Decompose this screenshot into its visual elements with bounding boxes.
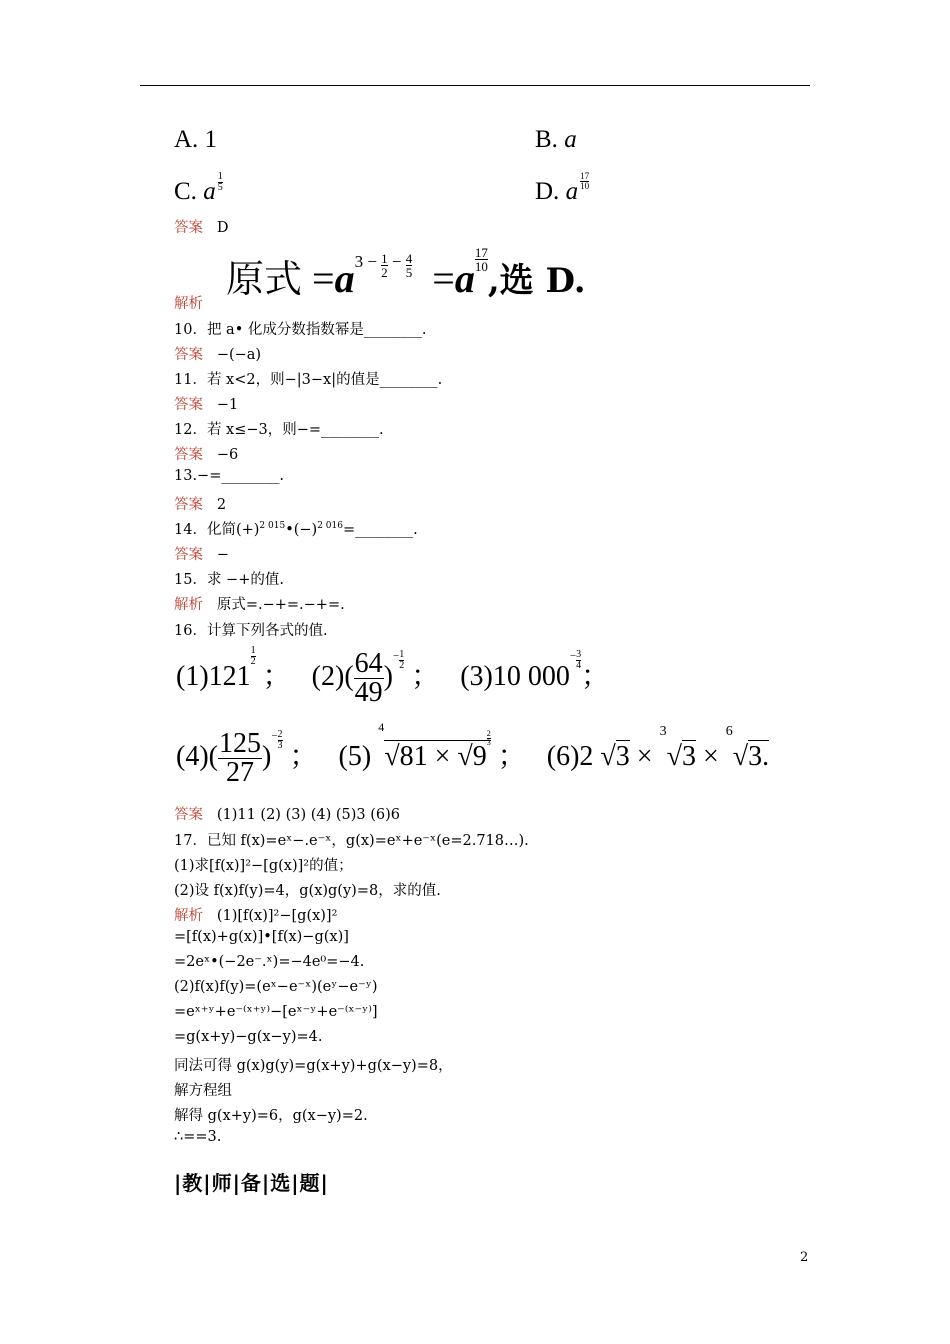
option-c: C. a $\frac{1}{5}$	[174, 171, 223, 205]
question-17-part1: (1)求[f(x)]²−[g(x)]²的值；	[174, 858, 353, 874]
section-header: |教|师|备|选|题|	[174, 1171, 329, 1195]
question-17: 17．已知 f(x)=eˣ−.e⁻ˣ，g(x)=eˣ+e⁻ˣ(e=2.718…).	[174, 833, 529, 849]
answer-13: 答案 2	[174, 497, 227, 513]
analysis-17-step4: (2)f(x)f(y)=(eˣ−e⁻ˣ)(eʸ−e⁻ʸ)	[174, 979, 378, 995]
question-15: 15．求 −+的值.	[174, 572, 284, 588]
question-12: 12．若 x≤−3，则−=________.	[174, 422, 384, 438]
option-d: D. a $\frac{17}{10}$	[535, 171, 590, 205]
answer-16: 答案 (1)11 (2) (3) (4) (5)3 (6)6	[174, 807, 401, 823]
q9-formula: 原式 $=a^{3 - \frac{1}{2} - \frac{4}{5}}$ =a $\frac{17}{10}$ ,选 D.	[226, 245, 586, 301]
answer-12: 答案 −6	[174, 447, 239, 463]
question-10: 10．把 a• 化成分数指数幂是________.	[174, 322, 427, 338]
q9-analysis-label: 解析	[174, 296, 203, 312]
header-rule	[140, 85, 810, 86]
question-14: 14．化简$(+)^{2 015}•(-)^{2 016}=\_\_\_\_\_\_\_\_$.	[174, 521, 418, 538]
analysis-17-step10: ∴==3.	[174, 1129, 222, 1145]
analysis-17-step1: 解析 (1)[f(x)]²−[g(x)]²	[174, 908, 338, 924]
analysis-17-step9: 解得 g(x+y)=6，g(x−y)=2.	[174, 1108, 368, 1124]
question-16: 16．计算下列各式的值.	[174, 623, 328, 639]
analysis-17-step6: =g(x+y)−g(x−y)=4.	[174, 1029, 323, 1045]
question-17-part2: (2)设 f(x)f(y)=4，g(x)g(y)=8，求的值.	[174, 883, 441, 899]
option-b: B. a	[535, 126, 577, 153]
q9-answer: 答案 D	[174, 220, 229, 236]
analysis-17-step5: =eˣ⁺ʸ+e⁻⁽ˣ⁺ʸ⁾−[eˣ⁻ʸ+e⁻⁽ˣ⁻ʸ⁾]	[174, 1004, 378, 1020]
analysis-17-step3: =2eˣ•(−2e⁻.ˣ)=−4e⁰=−4.	[174, 954, 365, 970]
q16-row-2: (4)( $\frac{125}{27}$ )− $\frac{2}{3}$ ； (5) $^4$√81 × √9 $\frac{2}{3}$ ； (6)2 √3 × $^3$√3 × $^6$√3.	[176, 720, 770, 788]
analysis-15: 解析 原式=.−+=.−+=.	[174, 597, 345, 613]
analysis-17-step7: 同法可得 g(x)g(y)=g(x+y)+g(x−y)=8，	[174, 1058, 453, 1074]
q16-row-1: (1)121 $\frac{1}{2}$ ； (2)( $\frac{64}{49}$ )− $\frac{1}{2}$ ； (3)10 000− $\frac{3}{4}$ ；	[176, 645, 610, 708]
option-a: A. 1	[174, 126, 218, 153]
analysis-17-step8: 解方程组	[174, 1083, 232, 1099]
answer-14: 答案 −	[174, 547, 229, 563]
page-number: 2	[800, 1250, 809, 1265]
analysis-17-step2: =[f(x)+g(x)]•[f(x)−g(x)]	[174, 929, 349, 945]
answer-11: 答案 −1	[174, 397, 239, 413]
answer-10: 答案 −(−a)	[174, 347, 262, 363]
question-11: 11．若 x<2，则−|3−x|的值是________.	[174, 372, 443, 388]
question-13: 13.−=________.	[174, 468, 284, 484]
